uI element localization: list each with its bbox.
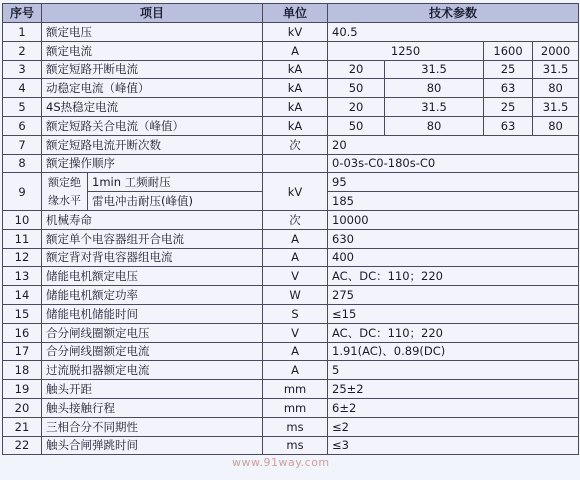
table-row xyxy=(3,79,579,98)
table-row xyxy=(3,248,579,267)
row-value: 275 xyxy=(328,286,579,305)
row-sub-item-2: 雷电冲击耐压(峰值) xyxy=(88,192,263,211)
row-no: 2 xyxy=(3,41,42,60)
table-row xyxy=(3,417,579,436)
row-sub-item-1: 1min 工频耐压 xyxy=(88,173,263,192)
row-value-3: 63 xyxy=(484,79,533,98)
row-unit: 次 xyxy=(263,135,328,154)
row-item: 合分闸线圈额定电压 xyxy=(42,323,263,342)
header-no: 序号 xyxy=(3,4,42,23)
row-no: 20 xyxy=(3,398,42,417)
row-unit: kV xyxy=(263,23,328,42)
row-value-1: 20 xyxy=(328,98,385,117)
row-value-1: 95 xyxy=(328,173,579,192)
row-value-2: 185 xyxy=(328,192,579,211)
row-value: 10000 xyxy=(328,210,579,229)
table-row xyxy=(3,41,579,60)
row-unit: W xyxy=(263,286,328,305)
row-no: 8 xyxy=(3,154,42,173)
row-unit: S xyxy=(263,304,328,323)
row-no: 22 xyxy=(3,436,42,455)
row-no: 4 xyxy=(3,79,42,98)
row-no: 13 xyxy=(3,267,42,286)
row-unit: V xyxy=(263,323,328,342)
table-row xyxy=(3,98,579,117)
row-no: 14 xyxy=(3,286,42,305)
row-value: ≤15 xyxy=(328,304,579,323)
table-header-row xyxy=(3,4,579,23)
row-no: 1 xyxy=(3,23,42,42)
table-row xyxy=(3,361,579,380)
row-value-4: 80 xyxy=(533,79,579,98)
row-value: 1.91(AC)、0.89(DC) xyxy=(328,342,579,361)
row-no: 15 xyxy=(3,304,42,323)
row-value-3: 63 xyxy=(484,116,533,135)
row-no: 11 xyxy=(3,229,42,248)
row-item: 三相合分不同期性 xyxy=(42,417,263,436)
row-group-text: 额定绝缘水平 xyxy=(48,175,81,207)
table-row xyxy=(3,286,579,305)
row-item: 触头合闸弹跳时间 xyxy=(42,436,263,455)
row-value: 25±2 xyxy=(328,380,579,399)
row-value-3: 25 xyxy=(484,60,533,79)
row-value-2: 1600 xyxy=(484,41,533,60)
row-unit: V xyxy=(263,267,328,286)
row-unit: A xyxy=(263,248,328,267)
row-value-1: 1250 xyxy=(328,41,484,60)
row-value: 6±2 xyxy=(328,398,579,417)
row-no: 9 xyxy=(3,173,42,211)
row-value-4: 31.5 xyxy=(533,98,579,117)
row-unit: A xyxy=(263,342,328,361)
row-unit: A xyxy=(263,361,328,380)
row-unit: mm xyxy=(263,380,328,399)
table-row xyxy=(3,154,579,173)
row-value: 40.5 xyxy=(328,23,579,42)
row-value: AC、DC：110；220 xyxy=(328,323,579,342)
row-value-3: 25 xyxy=(484,98,533,117)
row-value-4: 80 xyxy=(533,116,579,135)
row-no: 6 xyxy=(3,116,42,135)
row-unit: A xyxy=(263,41,328,60)
row-no: 21 xyxy=(3,417,42,436)
row-no: 19 xyxy=(3,380,42,399)
row-no: 12 xyxy=(3,248,42,267)
row-value: 0-03s-C0-180s-C0 xyxy=(328,154,579,173)
row-item: 额定电压 xyxy=(42,23,263,42)
row-item: 储能电机储能时间 xyxy=(42,304,263,323)
row-item: 额定背对背电容器组电流 xyxy=(42,248,263,267)
row-item: 额定电流 xyxy=(42,41,263,60)
row-item: 机械寿命 xyxy=(42,210,263,229)
row-value: 5 xyxy=(328,361,579,380)
row-item: 动稳定电流（峰值） xyxy=(42,79,263,98)
row-item: 合分闸线圈额定电流 xyxy=(42,342,263,361)
row-no: 3 xyxy=(3,60,42,79)
row-value-1: 50 xyxy=(328,116,385,135)
row-unit: kA xyxy=(263,116,328,135)
table-row xyxy=(3,436,579,455)
table-row xyxy=(3,380,579,399)
row-unit xyxy=(263,154,328,173)
row-item: 额定短路电流开断次数 xyxy=(42,135,263,154)
row-value-2: 31.5 xyxy=(385,60,484,79)
row-item: 过流脱扣器额定电流 xyxy=(42,361,263,380)
row-item: 4S热稳定电流 xyxy=(42,98,263,117)
table-row xyxy=(3,135,579,154)
row-item: 触头开距 xyxy=(42,380,263,399)
row-item: 储能电机额定电压 xyxy=(42,267,263,286)
row-item: 额定短路开断电流 xyxy=(42,60,263,79)
table-row xyxy=(3,323,579,342)
row-item: 额定短路关合电流（峰值） xyxy=(42,116,263,135)
row-no: 18 xyxy=(3,361,42,380)
row-no: 17 xyxy=(3,342,42,361)
table-row xyxy=(3,229,579,248)
row-value-2: 80 xyxy=(385,116,484,135)
row-value-3: 2000 xyxy=(533,41,579,60)
row-unit: kA xyxy=(263,98,328,117)
row-unit: kV xyxy=(263,173,328,211)
row-item: 额定操作顺序 xyxy=(42,154,263,173)
table-row xyxy=(3,304,579,323)
row-unit: 次 xyxy=(263,210,328,229)
row-value: ≤3 xyxy=(328,436,579,455)
watermark: www.91way.com xyxy=(232,456,330,469)
row-unit: ms xyxy=(263,436,328,455)
row-value-2: 31.5 xyxy=(385,98,484,117)
row-value-1: 20 xyxy=(328,60,385,79)
row-value-2: 80 xyxy=(385,79,484,98)
row-unit: A xyxy=(263,229,328,248)
row-unit: kA xyxy=(263,60,328,79)
row-value-1: 50 xyxy=(328,79,385,98)
table-row xyxy=(3,173,579,192)
row-value: 630 xyxy=(328,229,579,248)
row-value: 20 xyxy=(328,135,579,154)
row-no: 16 xyxy=(3,323,42,342)
header-item: 项目 xyxy=(42,4,263,23)
row-item: 储能电机额定功率 xyxy=(42,286,263,305)
spec-table xyxy=(2,3,579,455)
header-unit: 单位 xyxy=(263,4,328,23)
row-item: 额定单个电容器组开合电流 xyxy=(42,229,263,248)
row-value-4: 31.5 xyxy=(533,60,579,79)
row-item: 触头接触行程 xyxy=(42,398,263,417)
header-params: 技术参数 xyxy=(328,4,579,23)
row-unit: ms xyxy=(263,417,328,436)
row-unit: mm xyxy=(263,398,328,417)
row-value: 400 xyxy=(328,248,579,267)
row-no: 5 xyxy=(3,98,42,117)
table-row xyxy=(3,116,579,135)
row-unit: kA xyxy=(263,79,328,98)
row-no: 10 xyxy=(3,210,42,229)
table-row xyxy=(3,23,579,42)
table-row xyxy=(3,267,579,286)
table-row xyxy=(3,60,579,79)
row-group-label xyxy=(42,173,88,211)
row-no: 7 xyxy=(3,135,42,154)
row-value: AC、DC：110；220 xyxy=(328,267,579,286)
row-value: ≤2 xyxy=(328,417,579,436)
table-row xyxy=(3,398,579,417)
table-row xyxy=(3,342,579,361)
table-row xyxy=(3,210,579,229)
